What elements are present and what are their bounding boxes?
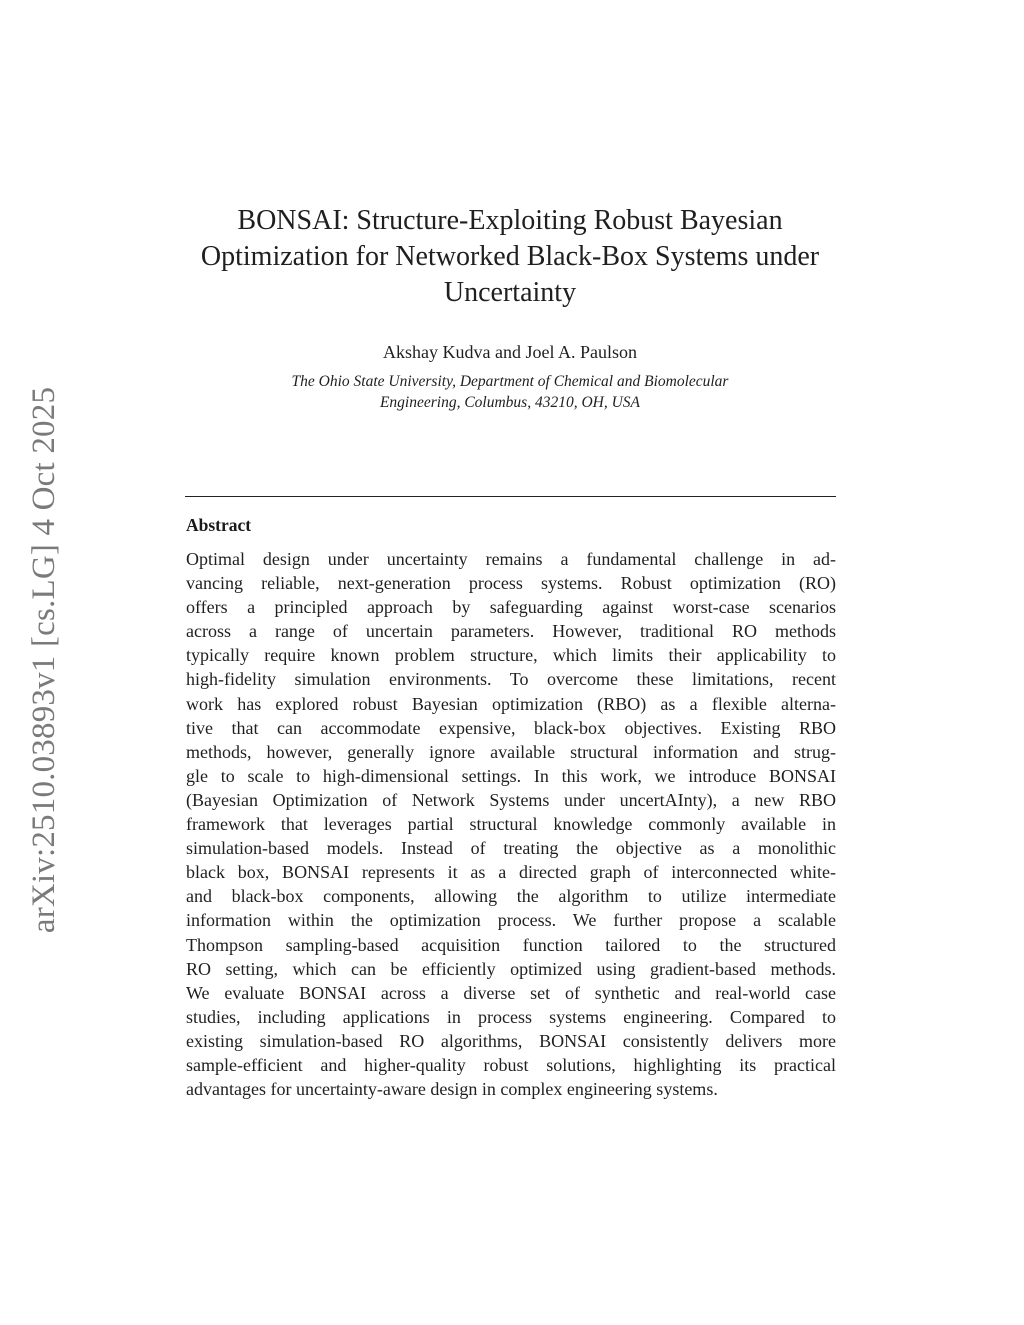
abstract-divider — [185, 496, 836, 497]
abstract-body — [186, 547, 836, 1101]
abstract-line: information within the optimization process. We further propose a scalable — [186, 910, 836, 931]
paper-title — [150, 203, 870, 311]
title-line: Uncertainty — [443, 277, 577, 308]
abstract-line: across a range of uncertain parameters. However, traditional RO methods — [186, 621, 836, 642]
title-line: Optimization for Networked Black-Box Systems under — [200, 241, 820, 272]
abstract-line: and black-box components, allowing the algorithm to utilize intermediate — [186, 886, 836, 907]
abstract-line: We evaluate BONSAI across a diverse set of synthetic and real-world case — [186, 982, 836, 1003]
paper-authors: Akshay Kudva and Joel A. Paulson — [383, 342, 637, 362]
abstract-line: gle to scale to high-dimensional settings. In this work, we introduce BONSAI — [186, 765, 836, 786]
abstract-line: sample-efficient and higher-quality robust solutions, highlighting its practical — [186, 1054, 836, 1075]
title-line: BONSAI: Structure-Exploiting Robust Bayesian — [237, 205, 783, 236]
abstract-line: methods, however, generally ignore available structural information and strug- — [186, 741, 836, 762]
author-affiliation — [230, 371, 790, 413]
affiliation-line: The Ohio State University, Department of Chemical and Biomolecular — [291, 373, 729, 390]
abstract-line: vancing reliable, next-generation process systems. Robust optimization (RO) — [186, 573, 836, 594]
abstract-line: existing simulation-based RO algorithms, BONSAI consistently delivers more — [186, 1030, 836, 1051]
abstract-line: framework that leverages partial structural knowledge commonly available in — [186, 814, 836, 835]
arxiv-identifier-stamp: arXiv:2510.03893v1 [cs.LG] 4 Oct 2025 — [26, 386, 62, 934]
abstract-line: studies, including applications in process systems engineering. Compared to — [186, 1006, 836, 1027]
abstract-line: Optimal design under uncertainty remains a fundamental challenge in ad- — [186, 549, 836, 569]
abstract-line: simulation-based models. Instead of treating the objective as a monolithic — [186, 838, 836, 859]
abstract-heading: Abstract — [186, 515, 252, 535]
abstract-line: Thompson sampling-based acquisition function tailored to the structured — [186, 934, 836, 955]
abstract-line: black box, BONSAI represents it as a directed graph of interconnected white- — [186, 862, 836, 883]
abstract-line: offers a principled approach by safeguarding against worst-case scenarios — [186, 597, 836, 618]
abstract-line: high-fidelity simulation environments. To overcome these limitations, recent — [186, 669, 836, 690]
abstract-line: advantages for uncertainty-aware design in complex engineering systems. — [186, 1079, 718, 1100]
affiliation-line: Engineering, Columbus, 43210, OH, USA — [379, 394, 641, 411]
abstract-line: work has explored robust Bayesian optimization (RBO) as a flexible alterna- — [186, 693, 836, 714]
abstract-line: tive that can accommodate expensive, black-box objectives. Existing RBO — [186, 717, 836, 738]
abstract-line: typically require known problem structure, which limits their applicability to — [186, 645, 836, 666]
abstract-line: RO setting, which can be efficiently optimized using gradient-based methods. — [186, 958, 836, 979]
abstract-line: (Bayesian Optimization of Network Systems under uncertAInty), a new RBO — [186, 789, 836, 810]
